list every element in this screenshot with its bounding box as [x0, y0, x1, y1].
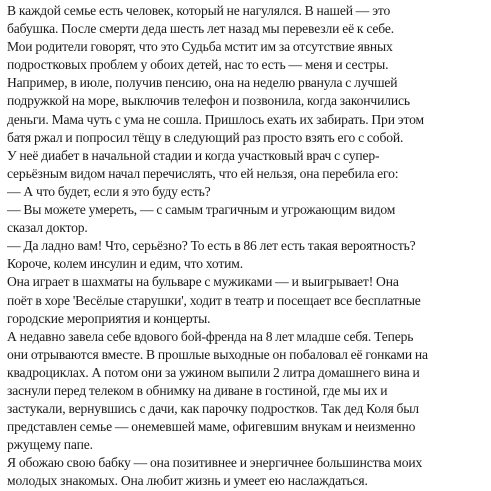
text-line: бабушка. После смерти деда шесть лет назад мы перевезли её к себе.: [7, 21, 394, 37]
text-line: поёт в хоре 'Весёлые старушки', ходит в театр и посещает все бесплатные: [7, 292, 421, 308]
text-line: подружкой на море, выключив телефон и позвонила, когда закончились: [7, 93, 410, 109]
text-line: они отрываются вместе. В прошлые выходные он побаловал её гонками на: [7, 346, 428, 362]
text-line: — Вы можете умереть, — с самым трагичным и угрожающим видом: [7, 202, 396, 218]
text-line: Я обожаю свою бабку — она позитивнее и энергичнее большинства моих: [7, 455, 423, 471]
text-line: Мои родители говорят, что это Судьба мстит им за отсутствие явных: [7, 39, 393, 55]
text-line: квадроциклах. А потом они за ужином выпили 2 литра домашнего вина и: [7, 364, 420, 380]
text-line: городские мероприятия и концерты.: [7, 310, 211, 326]
text-line: Например, в июле, получив пенсию, она на неделю рванула с лучшей: [7, 75, 398, 91]
text-line: В каждой семье есть человек, который не нагулялся. В нашей — это: [7, 3, 391, 18]
text-line: деньги. Мама чуть с ума не сошла. Пришлось ехать их забирать. При этом: [7, 111, 424, 127]
text-line: застукали, вернувшись с дачи, как парочку подростков. Так дед Коля был: [7, 401, 419, 417]
text-line: ржущему папе.: [7, 437, 93, 453]
text-line: представлен семье — онемевшей маме, офигевшим внукам и неизменно: [7, 419, 416, 435]
text-line: У неё диабет в начальной стадии и когда участковый врач с супер-: [7, 147, 380, 163]
text-line: серьёзным видом начал перечислять, что ей нельзя, она перебила его:: [7, 165, 399, 181]
text-line: молодых знакомых. Она любит жизнь и умеет ею наслаждаться.: [7, 473, 368, 489]
text-line: подростковых проблем у обоих детей, нас то есть — меня и сестры.: [7, 57, 389, 73]
text-line: — А что будет, если я это буду есть?: [7, 183, 211, 199]
text-line: Она играет в шахматы на бульваре с мужиками — и выигрывает! Она: [7, 274, 399, 290]
text-line: сказал доктор.: [7, 220, 88, 236]
text-line: заснули перед телеком в обнимку на диване в гостиной, где мы их и: [7, 382, 388, 398]
text-line: — Да ладно вам! Что, серьёзно? То есть в 86 лет есть такая вероятность?: [7, 238, 416, 254]
text-line: батя ржал и попросил тёщу в следующий раз просто взять его с собой.: [7, 129, 404, 145]
text-line: А недавно завела себе вдового бой-френда на 8 лет младше себя. Теперь: [7, 328, 414, 344]
text-line: Короче, колем инсулин и едим, что хотим.: [7, 256, 244, 272]
